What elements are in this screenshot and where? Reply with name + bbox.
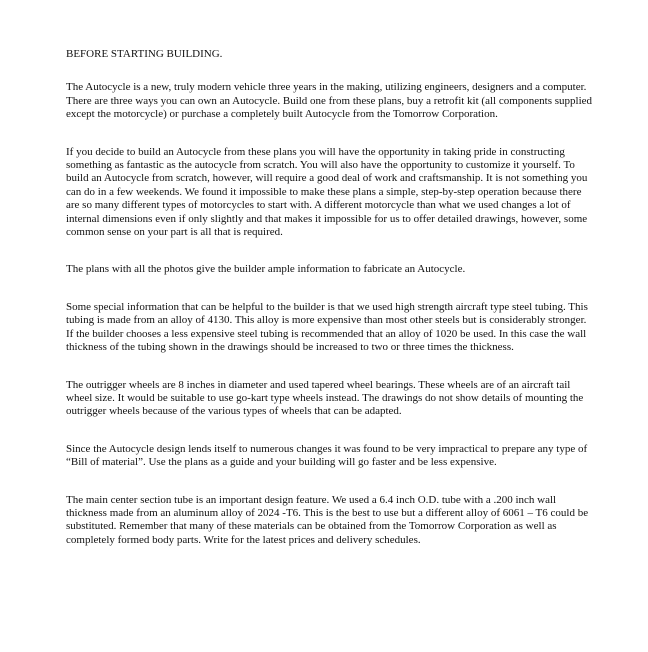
paragraph-bill-of-material: Since the Autocycle design lends itself to numerous changes it was found to be very impractical to prepare any type of “Bill of material”. Use the plans as a guide and your building will go faster and be less expensive. [66, 442, 588, 469]
document-page [66, 48, 596, 571]
paragraph-plans-photos: The plans with all the photos give the builder ample information to fabricate an Autocycle. [66, 263, 466, 276]
document-heading: BEFORE STARTING BUILDING. [66, 48, 223, 60]
paragraph-build-from-plans: If you decide to build an Autocycle from these plans you will have the opportunity in taking pride in constructing something as fantastic as the autocycle from scratch. You will also have the opportunity to customize it yourself. To build an Autocycle from scratch, however, will require a good deal of work and craftsmanship. It is not something you can do in a few weekends. We found it impossible to make these plans a simple, step-by-step operation because there are so many different types of motorcycles to start with. A different motorcycle than what we used changes a lot of internal dimensions even if only slightly and that makes it impossible for us to offer detailed drawings, however, some common sense on your part is all that is required. [66, 145, 588, 239]
paragraph-center-tube: The main center section tube is an important design feature. We used a 6.4 inch O.D. tube with a .200 inch wall thickness made from an aluminum alloy of 2024 -T6. This is the best to use but a different alloy of 6061 – T6 could be substituted. Remember that many of these materials can be obtained from the Tomorrow Corporation as well as completely formed body parts. Write for the latest prices and delivery schedules. [66, 493, 589, 546]
paragraph-steel-tubing: Some special information that can be helpful to the builder is that we used high strength aircraft type steel tubing. This tubing is made from an alloy of 4130. This alloy is more expensive than most other steels but is considerably stronger. If the builder chooses a less expensive steel tubing is recommended that an alloy of 1020 be used. In this case the wall thickness of the tubing shown in the drawings should be increased to two or three times the thickness. [66, 300, 588, 354]
paragraph-outrigger-wheels: The outrigger wheels are 8 inches in diameter and used tapered wheel bearings. These wheels are of an aircraft tail wheel size. It would be suitable to use go-kart type wheels instead. The drawings do not show details of mounting the outrigger wheels because of the various types of wheels that can be adapted. [66, 378, 584, 418]
paragraph-intro: The Autocycle is a new, truly modern vehicle three years in the making, utilizing engineers, designers and a computer. There are three ways you can own an Autocycle. Build one from these plans, buy a retrofit kit (all components supplied except the motorcycle) or purchase a completely built Autocycle from the Tomorrow Corporation. [66, 81, 593, 121]
